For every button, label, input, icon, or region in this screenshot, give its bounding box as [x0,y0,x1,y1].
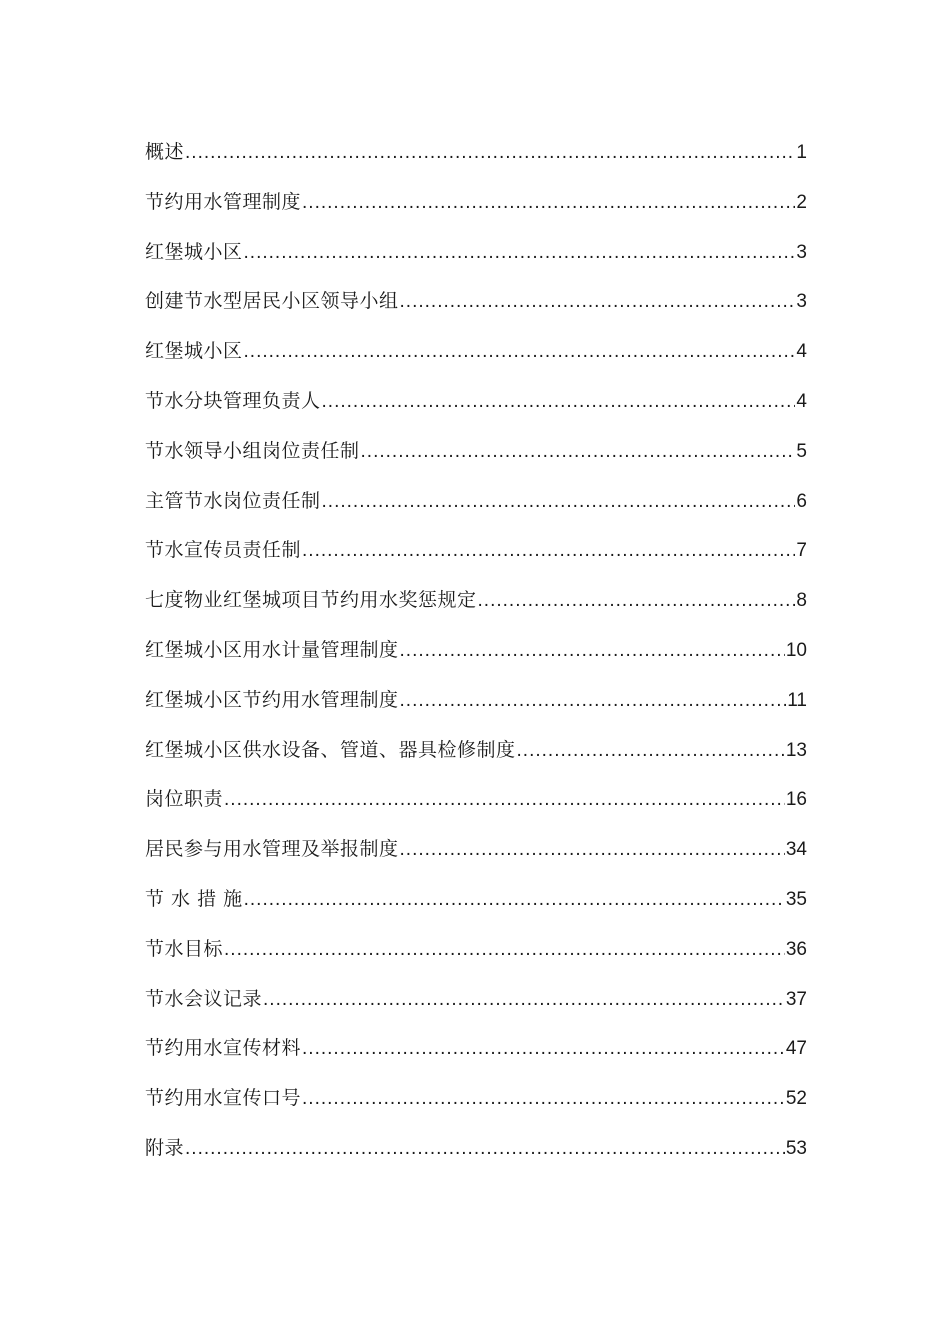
toc-entry-page: 7 [796,540,807,562]
toc-entry-title: 主管节水岗位责任制 [145,489,321,512]
toc-leader [302,1029,785,1069]
toc-entry-page: 16 [785,789,807,811]
toc-entry-title: 红堡城小区用水计量管理制度 [145,638,399,661]
toc-entry-title: 红堡城小区节约用水管理制度 [145,688,399,711]
toc-entry-title: 红堡城小区 [145,240,243,263]
toc-entry-page: 4 [796,341,807,363]
toc-leader [400,681,787,721]
toc-entry[interactable] [145,979,807,1029]
toc-entry[interactable] [145,630,807,680]
toc-entry[interactable] [145,779,807,829]
toc-entry[interactable] [145,530,807,580]
toc-leader [263,980,785,1020]
toc-entry-title: 概述 [145,141,185,163]
toc-entry[interactable] [145,182,807,232]
toc-entry-page: 13 [785,739,807,761]
toc-entry-title: 附录 [145,1136,185,1159]
toc-entry-page: 5 [796,440,807,462]
toc-entry[interactable] [145,232,807,282]
toc-entry-page: 3 [796,241,807,263]
toc-entry[interactable] [145,431,807,481]
toc-leader [185,1129,785,1169]
toc-entry[interactable] [145,281,807,331]
toc-leader [400,282,796,322]
toc-leader [244,332,796,372]
toc-leader [302,1079,785,1119]
toc-entry[interactable] [145,879,807,929]
toc-leader [224,930,785,970]
toc-entry-page: 6 [796,490,807,512]
toc-entry[interactable] [145,680,807,730]
toc-entry[interactable] [145,132,807,182]
toc-entry-title: 节水领导小组岗位责任制 [145,439,360,462]
toc-entry[interactable] [145,829,807,879]
toc-entry-page: 52 [785,1088,807,1110]
toc-leader [400,830,785,870]
toc-entry-page: 37 [785,988,807,1010]
toc-entry-title: 节水分块管理负责人 [145,389,321,412]
table-of-contents [145,132,807,1178]
toc-leader [478,581,796,621]
toc-entry-page: 53 [785,1137,807,1159]
toc-entry-title: 节水会议记录 [145,987,263,1010]
toc-entry-title: 节 水 措 施 [145,887,243,910]
toc-entry[interactable] [145,580,807,630]
toc-leader [244,233,796,273]
toc-entry-page: 11 [787,689,807,711]
toc-entry-title: 红堡城小区供水设备、管道、器具检修制度 [145,738,516,761]
toc-entry-title: 节水宣传员责任制 [145,539,302,562]
toc-entry-title: 节水目标 [145,937,224,960]
toc-entry-title: 创建节水型居民小区领导小组 [145,290,399,313]
toc-entry[interactable] [145,1128,807,1178]
toc-entry-title: 节约用水宣传材料 [145,1037,302,1060]
toc-entry[interactable] [145,381,807,431]
toc-leader [361,432,796,472]
toc-entry[interactable] [145,1028,807,1078]
toc-entry[interactable] [145,929,807,979]
toc-leader [322,482,796,522]
toc-entry-title: 居民参与用水管理及举报制度 [145,838,399,861]
toc-leader [517,731,785,771]
toc-entry-page: 36 [785,938,807,960]
toc-entry-page: 2 [796,191,807,213]
toc-leader [224,780,785,820]
toc-entry-page: 10 [785,639,807,661]
toc-entry[interactable] [145,331,807,381]
toc-entry-title: 岗位职责 [145,788,224,811]
toc-leader [302,183,795,223]
toc-entry-page: 4 [796,390,807,412]
toc-leader [185,133,795,173]
toc-entry-title: 七度物业红堡城项目节约用水奖惩规定 [145,589,477,612]
toc-entry-title: 节约用水管理制度 [145,190,302,213]
toc-leader [322,382,796,422]
toc-entry-page: 1 [796,142,807,163]
toc-entry-title: 节约用水宣传口号 [145,1087,302,1110]
toc-entry-page: 3 [796,291,807,313]
toc-entry-page: 8 [796,590,807,612]
toc-entry-title: 红堡城小区 [145,340,243,363]
toc-leader [302,531,795,571]
toc-leader [244,880,785,920]
toc-entry[interactable] [145,481,807,531]
toc-entry[interactable] [145,1078,807,1128]
toc-entry-page: 35 [785,888,807,910]
toc-entry-page: 47 [785,1038,807,1060]
toc-entry-page: 34 [785,839,807,861]
toc-leader [400,631,785,671]
toc-entry[interactable] [145,730,807,780]
